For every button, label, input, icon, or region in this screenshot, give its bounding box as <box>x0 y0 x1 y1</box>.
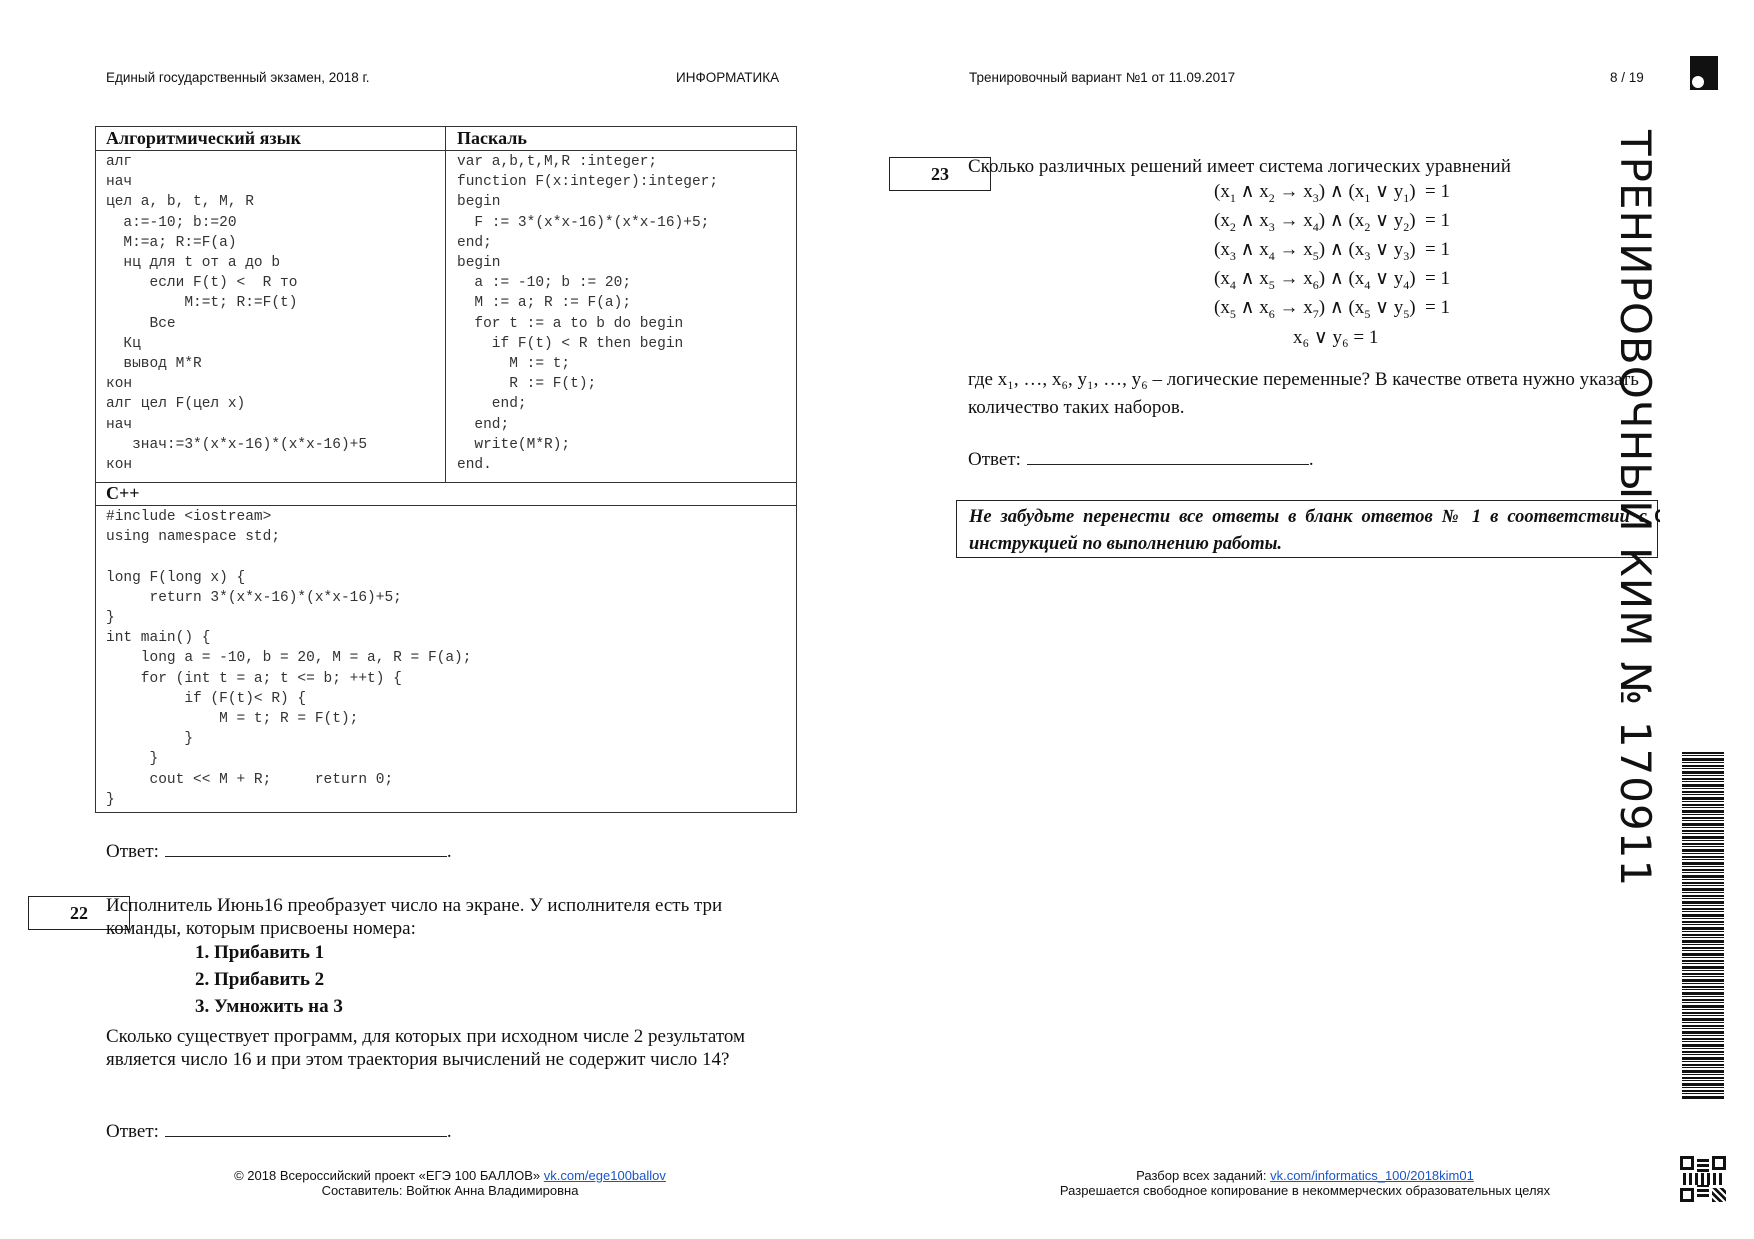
answer-label: Ответ: <box>968 449 1021 470</box>
equation-5: ($x_5$ ∧ $x_6 \to x_7$) ∧ ($x_5$ ∨ $y_5) = 1$ <box>1214 297 1451 321</box>
task-23-question: где x₁, …, x₆, y₁, …, y₆ – логические переменные? В качестве ответа нужно указать количество таких наборов. <box>968 369 1639 418</box>
footer-copy-note: Разрешается свободное копирование в некоммерческих образовательных целях <box>1059 1183 1551 1198</box>
algo-column-header: Алгоритмический язык <box>106 128 302 148</box>
answer-line-23[interactable] <box>968 446 1314 471</box>
equation-4: ($x_4$ ∧ $x_5 \to x_6$) ∧ ($x_4$ ∨ $y_4) = 1$ <box>1214 268 1451 292</box>
pascal-code: var a,b,t,M,R :integer; function F(x:integer):integer; begin F := 3*(x*x-16)*(x*x-16)+5; end; begin a := -10; b := 20; M := a; R := F(a); for t := a to b do begin if F(t) < R then begin M := t; R := F(t); end; end; write(M*R); end. <box>457 154 719 474</box>
footer-right <box>990 1168 1620 1198</box>
qr-code-icon <box>1680 1156 1726 1202</box>
footer-vk-link[interactable]: vk.com/ege100ballov <box>543 1168 666 1183</box>
answer-label: Ответ: <box>106 1121 159 1142</box>
task-22-number: 22 <box>28 896 130 930</box>
header-variant: Тренировочный вариант №1 от 11.09.2017 <box>969 70 1236 85</box>
header-page-number: 8 / 19 <box>1610 70 1644 85</box>
footer-solutions-label: Разбор всех заданий: <box>1136 1168 1267 1183</box>
answer-blank[interactable] <box>1027 446 1309 465</box>
task-22-intro: Исполнитель Июнь16 преобразует число на экране. У исполнителя есть три команды, которым присвоены номера: <box>106 895 723 939</box>
footer-copyright: © 2018 Всероссийский проект «ЕГЭ 100 БАЛЛОВ» <box>234 1168 541 1183</box>
footer-left <box>140 1168 760 1198</box>
reminder-text: Не забудьте перенести все ответы в бланк ответов № 1 в соответствии с инструкцией по выполнению работы. <box>969 507 1647 554</box>
pascal-column-header: Паскаль <box>457 128 527 148</box>
vertical-kim-title: ТРЕНИРОВОЧНЫЙ КИМ № 170911 <box>1611 130 1660 888</box>
answer-line-21[interactable] <box>106 838 452 863</box>
reminder-box <box>956 500 1658 558</box>
answer-label: Ответ: <box>106 841 159 862</box>
header-exam-title: Единый государственный экзамен, 2018 г. <box>106 70 370 85</box>
footer-author: Составитель: Войтюк Анна Владимировна <box>321 1183 579 1198</box>
answer-end: . <box>446 1121 452 1142</box>
answer-line-22[interactable] <box>106 1118 452 1143</box>
equation-3: ($x_3$ ∧ $x_4 \to x_5$) ∧ ($x_3$ ∨ $y_3) = 1$ <box>1214 239 1451 263</box>
task-23-number: 23 <box>889 157 991 191</box>
cpp-code: #include <iostream> using namespace std; long F(long x) { return 3*(x*x-16)*(x*x-16)+5; } int main() { long a = -10, b = 20, M = a, R = F(a); for (int t = a; t <= b; ++t) { if (F(t)< R) { M = t; R = F(t); } } cout << M + R; return 0; } <box>106 509 472 808</box>
task-22-question: Сколько существует программ, для которых при исходном числе 2 результатом является число 16 и при этом траектория вычислений не содержит число 14? <box>106 1026 746 1070</box>
equation-1: ($x_1$ ∧ $x_2 \to x_3$) ∧ ($x_1$ ∨ $y_1) = 1$ <box>1214 181 1451 205</box>
answer-end: . <box>1308 449 1314 470</box>
corner-mark-icon <box>1690 56 1718 90</box>
task-22-command-2: 2. Прибавить 2 <box>195 969 325 990</box>
task-22-command-3: 3. Умножить на 3 <box>195 996 343 1017</box>
header-subject: ИНФОРМАТИКА <box>676 70 780 85</box>
task-23-intro: Сколько различных решений имеет система логических уравнений <box>968 156 1511 177</box>
algo-code: алг нач цел a, b, t, M, R a:=-10; b:=20 M:=a; R:=F(a) нц для t от a до b если F(t) < R то M:=t; R:=F(t) Все Кц вывод M*R кон алг цел F(цел x) нач знач:=3*(x*x-16)*(x*x-16)+5 кон <box>106 154 368 474</box>
barcode-icon <box>1682 752 1724 1100</box>
equation-6: x₆ ∨ y₆ = 1 <box>1293 327 1379 348</box>
answer-blank[interactable] <box>165 838 447 857</box>
cpp-column-header: C++ <box>106 483 140 503</box>
equation-2: ($x_2$ ∧ $x_3 \to x_4$) ∧ ($x_2$ ∨ $y_2) = 1$ <box>1214 210 1451 234</box>
answer-end: . <box>446 841 452 862</box>
task-22-command-1: 1. Прибавить 1 <box>195 942 325 963</box>
footer-solutions-link[interactable]: vk.com/informatics_100/2018kim01 <box>1270 1168 1474 1183</box>
answer-blank[interactable] <box>165 1118 447 1137</box>
